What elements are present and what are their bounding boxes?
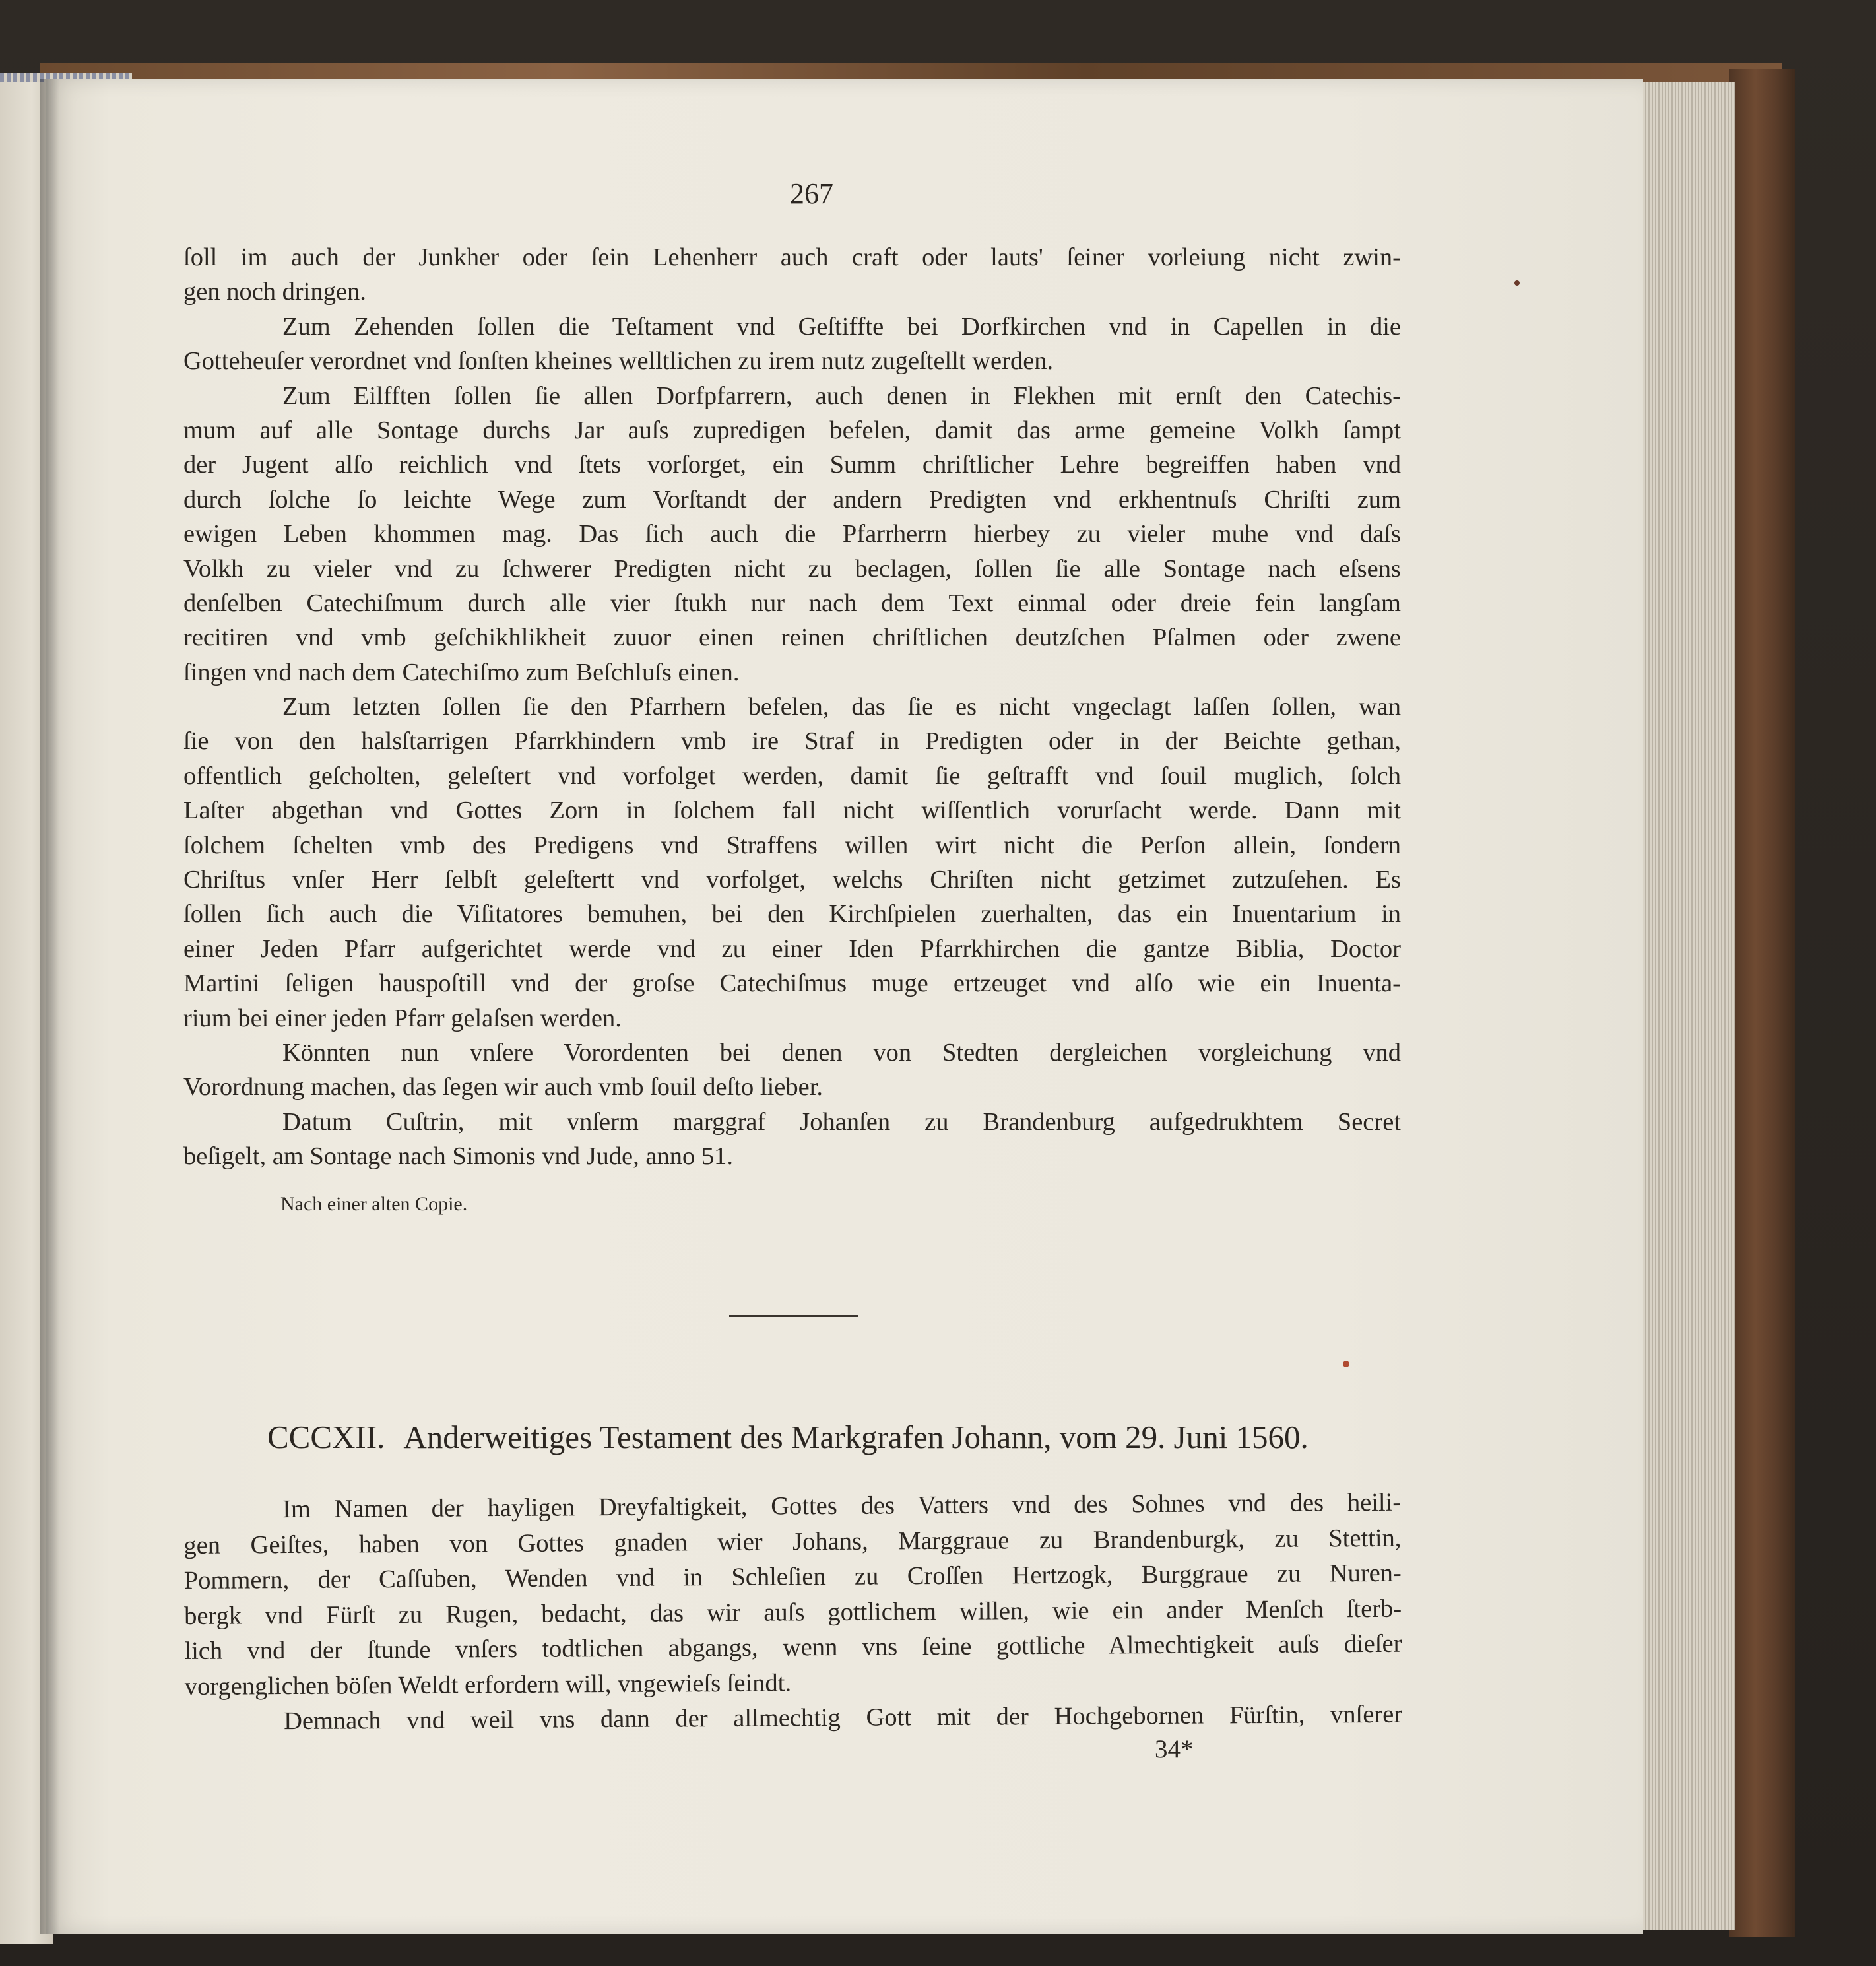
- page-gutter-shadow: [40, 79, 59, 1934]
- text-line: mum auf alle Sontage durchs Jar auſs zupredigen befelen, damit das arme gemeine Volkh ſampt: [183, 416, 1401, 444]
- text-line: Laſter abgethan vnd Gottes Zorn in ſolchem fall nicht wiſſentlich vorurſacht werde. Dann mit: [183, 797, 1401, 825]
- section-text-block: [183, 1486, 1402, 1740]
- section-heading: [267, 1418, 1323, 1457]
- section-divider: [729, 1315, 858, 1317]
- text-line: bergk vnd Fürſt zu Rugen, bedacht, das wir auſs gottlichem willen, wie ein ander Menſch ſterb-: [184, 1594, 1402, 1630]
- text-line: vorgenglichen böſen Weldt erfordern will, vngewieſs ſeindt.: [184, 1668, 792, 1701]
- text-line: Vorordnung machen, das ſegen wir auch vmb ſouil deſto lieber.: [183, 1073, 824, 1101]
- text-line: Im Namen der hayligen Dreyfaltigkeit, Gottes des Vatters vnd des Sohnes vnd des heili-: [282, 1488, 1402, 1524]
- text-line: Zum Zehenden ſollen die Teſtament vnd Geſtiffte bei Dorfkirchen vnd in Capellen in die: [282, 312, 1401, 341]
- text-line: Datum Cuſtrin, mit vnſerm marggraf Johanſen zu Brandenburg aufgedrukhtem Secret: [282, 1107, 1401, 1136]
- text-line: Zum letzten ſollen ſie den Pfarrhern befelen, das ſie es nicht vngeclagt laſſen ſollen, wan: [282, 693, 1401, 721]
- text-line: rium bei einer jeden Pfarr gelaſsen werden.: [183, 1004, 622, 1032]
- page-stack-edges: [1636, 82, 1735, 1930]
- text-line: ſoll im auch der Junkher oder ſein Lehenherr auch craft oder lauts' ſeiner vorleiung nicht zwin-: [183, 244, 1401, 271]
- text-line: Chriſtus vnſer Herr ſelbſt geleſtertt vnd vorfolget, welchs Chriſten nicht getzimet zutzuſehen. Es: [183, 866, 1401, 894]
- section-title: Anderweitiges Testament des Markgrafen Johann, vom 29. Juni 1560.: [403, 1419, 1309, 1455]
- text-line: ſie von den halsſtarrigen Pfarrkhindern vmb ire Straf in Predigten oder in der Beichte gethan,: [183, 727, 1401, 756]
- text-line: der Jugent alſo reichlich vnd ſtets vorſorget, ein Summ chriſtlicher Lehre begreiffen haben vnd: [183, 451, 1401, 479]
- text-line: denſelben Catechiſmum durch alle vier ſtukh nur nach dem Text einmal oder dreie fein langſam: [183, 589, 1401, 617]
- text-line: lich vnd der ſtunde vnſers todtlichen abgangs, wenn vns ſeine gottliche Almechtigkeit auſs dieſer: [184, 1629, 1402, 1665]
- text-line: gen noch dringen.: [183, 278, 366, 306]
- source-note: Nach einer alten Copie.: [280, 1193, 468, 1215]
- text-line: beſigelt, am Sontage nach Simonis vnd Jude, anno 51.: [183, 1142, 733, 1171]
- text-line: ſolchem ſchelten vmb des Predigens vnd Straffens willen wirt nicht die Perſon allein, ſondern: [183, 831, 1401, 859]
- ink-speck: [1343, 1361, 1349, 1367]
- text-line: Könnten nun vnſere Vorordenten bei denen von Stedten dergleichen vorgleichung vnd: [282, 1038, 1401, 1066]
- signature-mark: 34*: [1155, 1735, 1194, 1763]
- text-line: Gotteheuſer verordnet vnd ſonſten kheines welltlichen zu irem nutz zugeſtellt werden.: [183, 347, 1054, 376]
- text-line: gen Geiſtes, haben von Gottes gnaden wier Johans, Marggraue zu Brandenburgk, zu Stettin,: [183, 1524, 1402, 1559]
- ink-speck: [1514, 280, 1520, 286]
- section-number: CCCXII.: [267, 1419, 385, 1455]
- text-line: ſingen vnd nach dem Catechiſmo zum Beſchluſs einen.: [183, 658, 740, 686]
- text-line: ewigen Leben khommen mag. Das ſich auch die Pfarrherrn hierbey zu vieler muhe vnd daſs: [183, 520, 1401, 548]
- page-number: 267: [790, 178, 833, 210]
- text-line: ſollen ſich auch die Viſitatores bemuhen, bei den Kirchſpielen zuerhalten, das ein Inuentarium in: [183, 900, 1401, 929]
- text-line: Pommern, der Caſſuben, Wenden vnd in Schleſien zu Croſſen Hertzogk, Burggraue zu Nuren-: [183, 1559, 1402, 1594]
- text-line: Demnach vnd weil vns dann der allmechtig Gott mit der Hochgebornen Fürſtin, vnſerer: [283, 1700, 1403, 1736]
- text-line: Zum Eilfften ſollen ſie allen Dorfpfarrern, auch denen in Flekhen mit ernſt den Catechis-: [282, 381, 1401, 410]
- book-cover-right-edge: [1729, 69, 1795, 1937]
- text-line: durch ſolche ſo leichte Wege zum Vorſtandt der andern Predigten vnd erkhentnuſs Chriſti zum: [183, 485, 1401, 513]
- text-line: recitiren vnd vmb geſchikhlikheit zuuor einen reinen chriſtlichen deutzſchen Pſalmen oder zwene: [183, 624, 1401, 652]
- text-line: einer Jeden Pfarr aufgerichtet werde vnd zu einer Iden Pfarrkhirchen die gantze Biblia, Doctor: [183, 934, 1401, 963]
- text-line: Volkh zu vieler vnd zu ſchwerer Predigten nicht zu beclagen, ſollen ſie alle Sontage nach eſsens: [183, 554, 1401, 583]
- continued-text-block: [183, 240, 1401, 1174]
- text-line: offentlich geſcholten, geleſtert vnd vorfolget werden, damit ſie geſtrafft vnd ſouil muglich, ſolch: [183, 762, 1401, 790]
- text-line: Martini ſeligen hauspoſtill vnd der groſse Catechiſmus muge ertzeuget vnd alſo wie ein Inuenta-: [183, 969, 1401, 998]
